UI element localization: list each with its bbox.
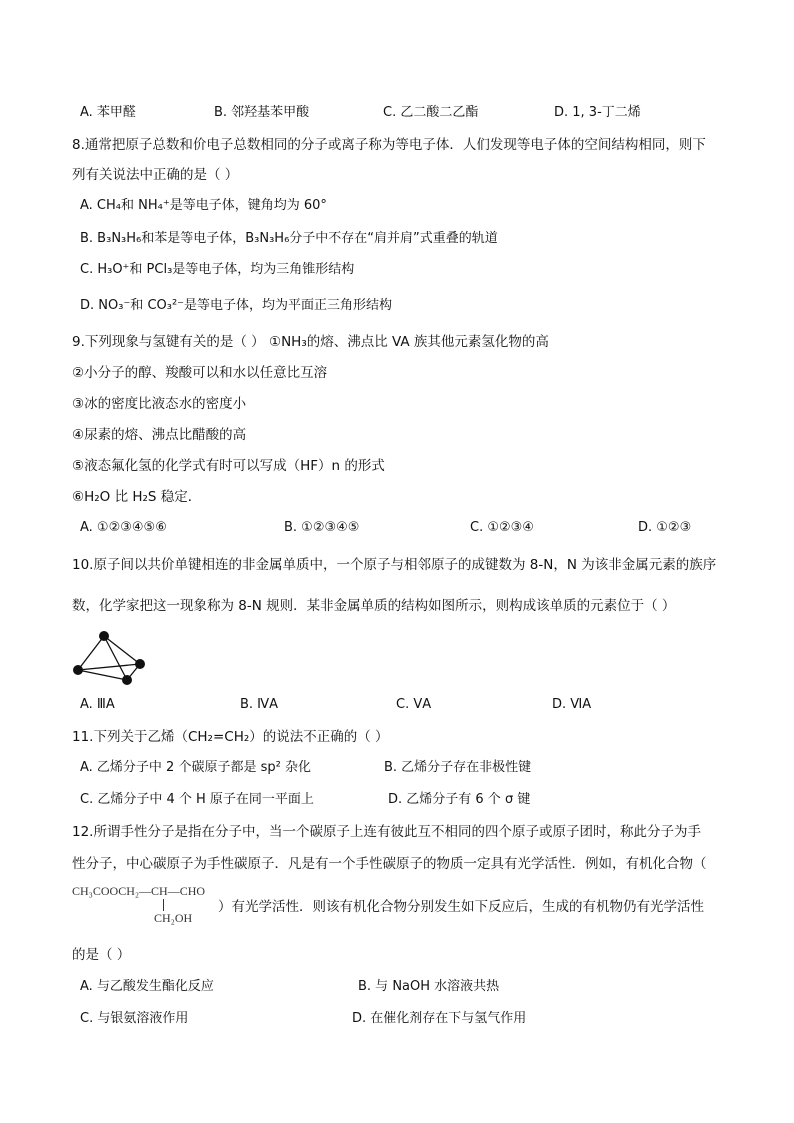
q9-item-5: ⑤液态氟化氢的化学式有时可以写成（HF）n 的形式 bbox=[72, 458, 385, 474]
q12-stem-line4: 的是（ ） bbox=[72, 947, 131, 963]
q10-option-b: B. ⅣA bbox=[240, 697, 279, 712]
q8-option-c: C. H₃O⁺和 PCl₃是等电子体，均为三角锥形结构 bbox=[80, 262, 355, 277]
q10-option-a: A. ⅢA bbox=[80, 697, 115, 712]
q11-stem: 11.下列关于乙烯（CH₂=CH₂）的说法不正确的（ ） bbox=[72, 729, 389, 745]
q10-option-c: C. ⅤA bbox=[396, 697, 432, 712]
q7-option-c: C. 乙二酸二乙酯 bbox=[383, 105, 479, 120]
q9-stem: 9.下列现象与氢键有关的是（ ） ①NH₃的熔、沸点比 VA 族其他元素氢化物的高 bbox=[72, 334, 549, 350]
q12-structural-formula-main: CH₃COOCH₂—CH—CHO bbox=[72, 884, 206, 898]
q12-option-d: D. 在催化剂存在下与氢气作用 bbox=[352, 1011, 527, 1026]
q9-option-c: C. ①②③④ bbox=[470, 520, 534, 535]
q9-option-b: B. ①②③④⑤ bbox=[284, 520, 360, 535]
tetrahedron-structure-figure bbox=[68, 628, 152, 690]
q8-option-b: B. B₃N₃H₆和苯是等电子体，B₃N₃H₆分子中不存在“肩并肩”式重叠的轨道 bbox=[80, 231, 498, 246]
q12-formula-bond bbox=[163, 899, 164, 911]
q9-item-4: ④尿素的熔、沸点比醋酸的高 bbox=[72, 427, 247, 443]
q12-option-a: A. 与乙酸发生酯化反应 bbox=[80, 979, 214, 994]
q10-option-d: D. ⅥA bbox=[552, 697, 592, 712]
q11-option-a: A. 乙烯分子中 2 个碳原子都是 sp² 杂化 bbox=[80, 760, 311, 775]
q12-structural-formula-branch: CH₂OH bbox=[154, 911, 193, 925]
q9-item-3: ③冰的密度比液态水的密度小 bbox=[72, 396, 247, 412]
q12-stem-line3: ）有光学活性．则该有机化合物分别发生如下反应后，生成的有机物仍有光学活性 bbox=[218, 899, 704, 915]
q7-option-a: A. 苯甲醛 bbox=[80, 105, 136, 120]
q12-option-b: B. 与 NaOH 水溶液共热 bbox=[358, 979, 500, 994]
q11-option-c: C. 乙烯分子中 4 个 H 原子在同一平面上 bbox=[80, 792, 314, 807]
q8-stem-line1: 8.通常把原子总数和价电子总数相同的分子或离子称为等电子体．人们发现等电子体的空间结构相同，则下 bbox=[72, 137, 706, 153]
q8-option-d: D. NO₃⁻和 CO₃²⁻是等电子体，均为平面正三角形结构 bbox=[80, 298, 393, 313]
q9-item-2: ②小分子的醇、羧酸可以和水以任意比互溶 bbox=[72, 365, 328, 381]
q8-stem-line2: 列有关说法中正确的是（ ） bbox=[72, 167, 239, 183]
q7-option-b: B. 邻羟基苯甲酸 bbox=[214, 105, 310, 120]
q12-stem-line1: 12.所谓手性分子是指在分子中，当一个碳原子上连有彼此互不相同的四个原子或原子团时，称此分子为手 bbox=[72, 824, 701, 840]
q9-option-d: D. ①②③ bbox=[638, 520, 692, 535]
q12-option-c: C. 与银氨溶液作用 bbox=[80, 1011, 189, 1026]
q9-option-a: A. ①②③④⑤⑥ bbox=[80, 520, 167, 535]
q8-option-a: A. CH₄和 NH₄⁺是等电子体，键角均为 60° bbox=[80, 198, 327, 213]
q10-stem-line2: 数，化学家把这一现象称为 8-N 规则．某非金属单质的结构如图所示，则构成该单质的元素位于（ ） bbox=[72, 598, 676, 614]
q9-item-6: ⑥H₂O 比 H₂S 稳定． bbox=[72, 489, 202, 505]
q7-option-d: D. 1, 3-丁二烯 bbox=[554, 105, 641, 120]
q10-stem-line1: 10.原子间以共价单键相连的非金属单质中，一个原子与相邻原子的成键数为 8-N，N 为该非金属元素的族序 bbox=[72, 557, 717, 573]
q11-option-b: B. 乙烯分子存在非极性键 bbox=[384, 760, 532, 775]
q12-stem-line2: 性分子，中心碳原子为手性碳原子．凡是有一个手性碳原子的物质一定具有光学活性．例如，有机化合物（ bbox=[72, 856, 707, 872]
q11-option-d: D. 乙烯分子有 6 个 σ 键 bbox=[388, 792, 531, 807]
